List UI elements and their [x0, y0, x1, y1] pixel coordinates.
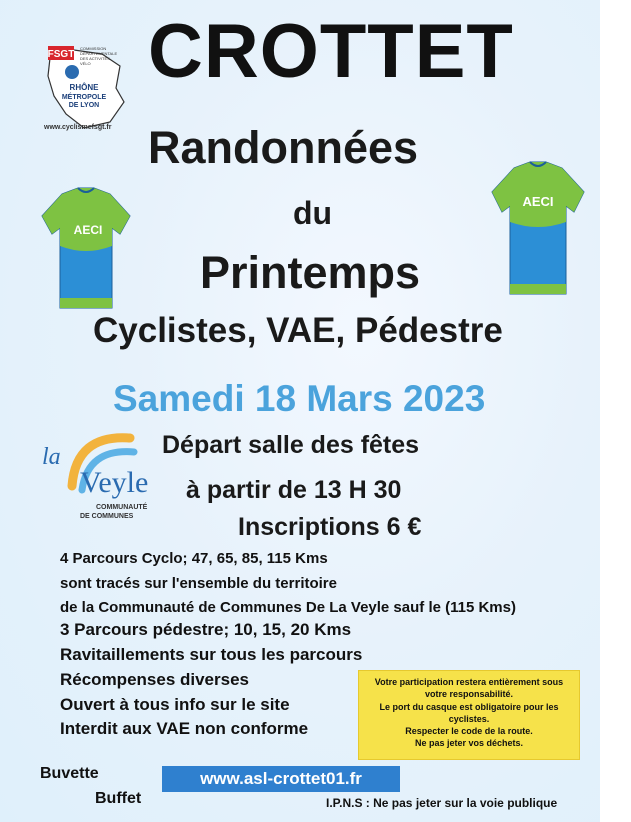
- notice-line-2: votre responsabilité.: [424, 689, 514, 700]
- page-margin: [600, 0, 631, 822]
- fsgt-committee-4: VÉLO: [80, 61, 91, 66]
- fsgt-region-2: MÉTROPOLE: [61, 94, 107, 101]
- detail-line-5: Ravitaillements sur tous les parcours: [60, 645, 363, 664]
- fsgt-url: www.cyclismefsgt.fr: [44, 124, 112, 131]
- event-price: Inscriptions 6 €: [238, 513, 422, 541]
- la-veyle-sub-1: COMMUNAUTÉ: [96, 504, 148, 511]
- la-veyle-sub-2: DE COMMUNES: [80, 513, 134, 520]
- subtitle-line-2: du: [293, 195, 333, 231]
- buffet-label: Buffet: [95, 790, 142, 807]
- safety-notice: [358, 670, 580, 760]
- event-departure: Départ salle des fêtes: [162, 431, 420, 459]
- notice-line-3: Le port du casque est obligatoire pour les: [379, 701, 559, 712]
- fsgt-logo: [44, 40, 142, 135]
- subtitle-line-3: Printemps: [200, 247, 421, 298]
- event-date: Samedi 18 Mars 2023: [113, 378, 486, 419]
- detail-line-1: 4 Parcours Cyclo; 47, 65, 85, 115 Kms: [60, 550, 328, 567]
- fsgt-region-3: DE LYON: [68, 102, 100, 109]
- fsgt-committee-1: COMMISSION: [80, 46, 107, 51]
- la-veyle-la: la: [42, 444, 61, 470]
- notice-line-5: Respecter le code de la route.: [405, 726, 533, 737]
- cycling-jersey-left: [40, 186, 132, 314]
- notice-line-6: Ne pas jeter vos déchets.: [414, 738, 524, 749]
- event-time: à partir de 13 H 30: [186, 476, 402, 504]
- detail-line-6: Récompenses diverses: [60, 670, 249, 689]
- notice-line-4: cyclistes.: [448, 713, 490, 724]
- subtitle-line-1: Randonnées: [148, 122, 419, 173]
- ipns-note: I.P.N.S : Ne pas jeter sur la voie publique: [326, 796, 558, 810]
- detail-line-4: 3 Parcours pédestre; 10, 15, 20 Kms: [60, 620, 352, 639]
- detail-line-7: Ouvert à tous info sur le site: [60, 695, 290, 714]
- la-veyle-name: Veyle: [80, 466, 149, 499]
- jersey-right-text: AECI: [522, 194, 554, 209]
- jersey-left-text: AECI: [73, 223, 103, 237]
- detail-line-2: sont tracés sur l'ensemble du territoire: [60, 575, 337, 592]
- fsgt-committee-3: DES ACTIVITÉS: [80, 56, 110, 61]
- fsgt-committee-2: DÉPARTEMENTALE: [80, 51, 118, 56]
- fsgt-region-1: RHÔNE: [69, 83, 99, 92]
- buvette-label: Buvette: [40, 765, 99, 782]
- detail-line-3: de la Communauté de Communes De La Veyle sauf le (115 Kms): [60, 599, 516, 616]
- cycling-jersey-right: [490, 160, 586, 300]
- fsgt-acronym: FSGT: [47, 49, 75, 60]
- detail-line-8: Interdit aux VAE non conforme: [60, 719, 309, 738]
- page-title: CROTTET: [148, 9, 514, 94]
- subtitle-line-4: Cyclistes, VAE, Pédestre: [93, 311, 503, 350]
- notice-line-1: Votre participation restera entièrement sous: [374, 677, 564, 687]
- website-link[interactable]: www.asl-crottet01.fr: [162, 766, 400, 792]
